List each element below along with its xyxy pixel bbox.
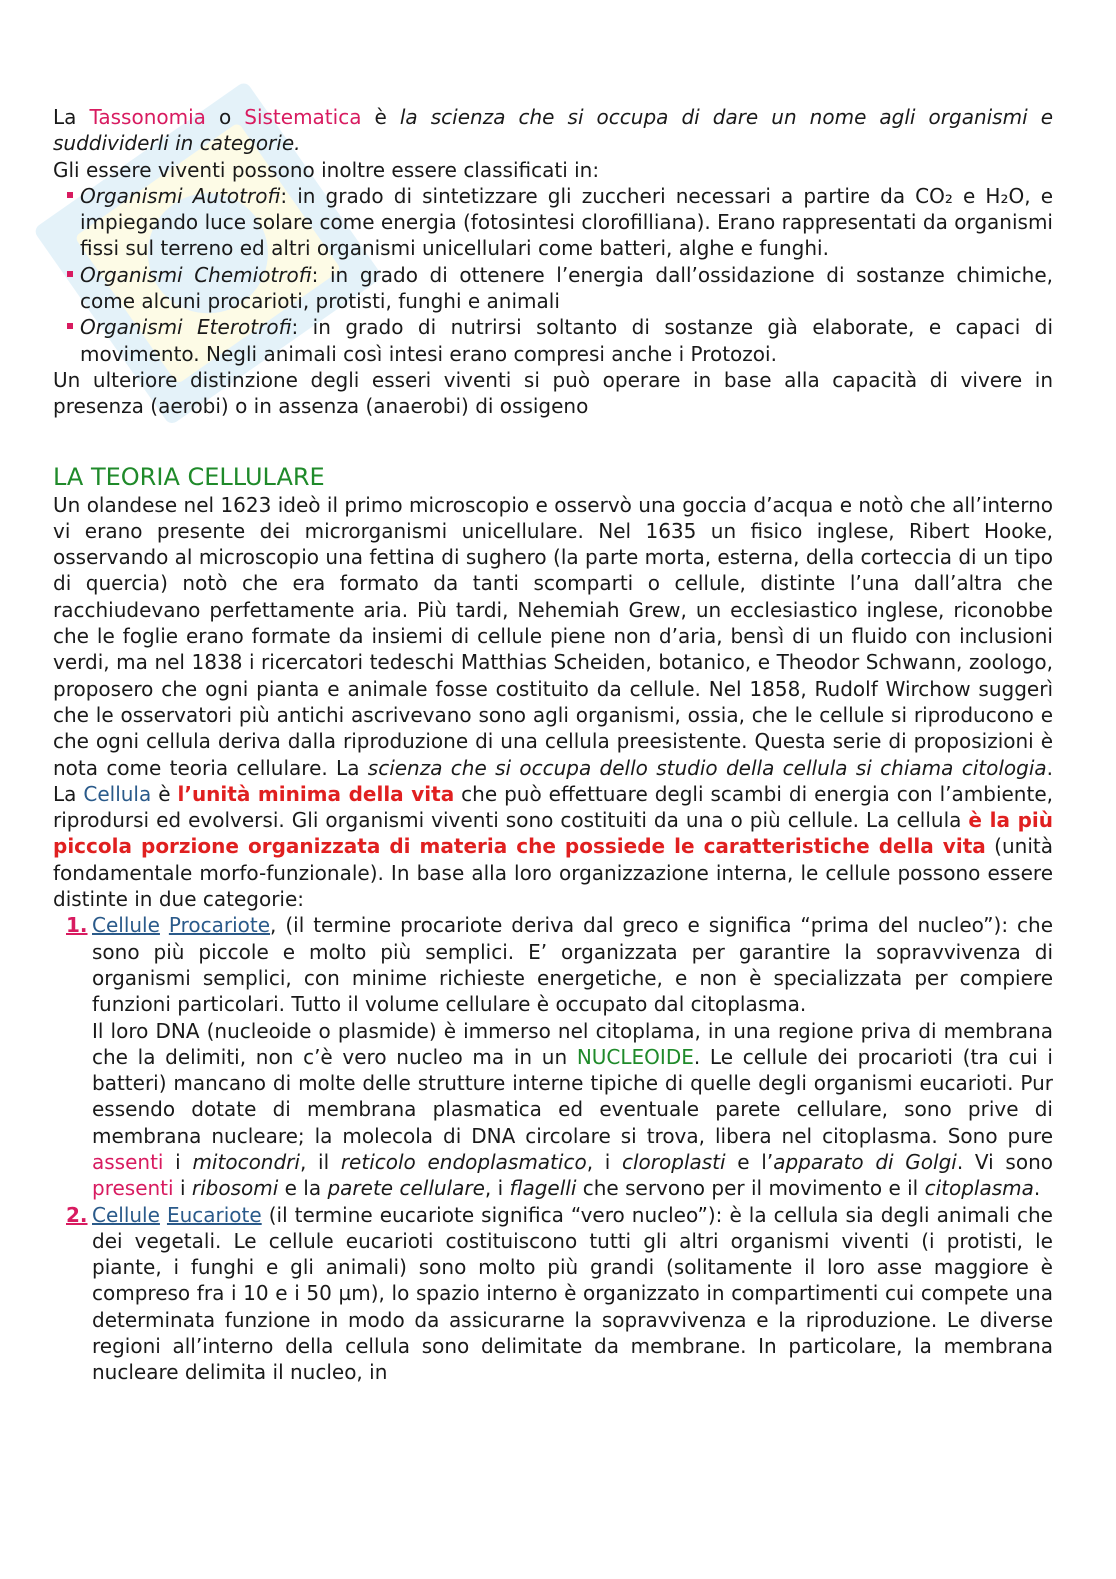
link-eucariote[interactable]: Eucariote — [166, 1202, 262, 1227]
intro-end-paragraph: Un ulteriore distinzione degli esseri viventi si può operare in base alla capacità di vivere in presenza (aerobi) o in assenza (anaerobi) di ossigeno — [53, 367, 1053, 419]
intro-line: Gli essere viventi possono inoltre essere classificati in: — [53, 157, 600, 182]
link-procariote[interactable]: Procariote — [168, 913, 271, 938]
numbered-item-procariote: 1. Cellule Procariote, (il termine procariote deriva dal greco e significa “prima del nucleo”): che sono più piccole e molto più semplici. E’ organizzata per garantire la sopravvivenza di organismi semplici, con minime richieste energetiche, e non è specializzata per compiere funzioni particolari. Tutto il volume cellulare è occupato dal citoplasma. Il loro DNA (nucleoide o plasmide) è immerso nel citoplama, in una regione priva di membrana che la delimiti, non c’è vero nucleo ma in un NUCLEOIDE. Le cellule dei procarioti (tra cui i batteri) mancano di molte delle strutture interne tipiche di quelle degli organismi eucarioti. Pur essendo dotate di membrana plasmatica ed eventuale parete cellulare, sono prive di membrana nucleare; la molecola di DNA circolare si trova, libera nel citoplasma. Sono pure assenti i mitocondri, il reticolo endoplasmatico, i cloroplasti e l’apparato di Golgi. Vi sono presenti i ribosomi e la parete cellulare, i flagelli che servono per il movimento e il citoplasma. — [66, 913, 1053, 1201]
bullet-icon — [67, 323, 73, 329]
term-nucleoide: NUCLEOIDE — [576, 1044, 694, 1069]
intro-paragraph: La Tassonomia o Sistematica è la scienza che si occupa di dare un nome agli organismi e suddividerli in categorie. — [53, 105, 1053, 156]
list-item: Organismi Eterotrofi: in grado di nutrirsi soltanto di sostanze già elaborate, e capaci di movimento. Negli animali così intesi erano compresi anche i Protozoi. — [53, 314, 1053, 367]
link-cellule[interactable]: Cellule — [92, 913, 160, 938]
item-number: 2. — [66, 1202, 88, 1227]
emphasis-piccola: è la più piccola porzione organizzata di materia che possiede le caratteristiche della vita — [53, 808, 1053, 859]
theory-paragraph: Un olandese nel 1623 ideò il primo microscopio e osservò una goccia d’acqua e notò che all’interno vi erano presente dei microrganismi unicellulare. Nel 1635 un fisico inglese, Ribert Hooke, osservando al microscopio una fettina di sughero (la parte morta, esterna, della corteccia di un tipo di quercia) notò che era formato da tanti scomparti o cellule, distinte l’una dall’altra che racchiudevano perfettamente aria. Più tardi, Nehemiah Grew, un ecclesiastico inglese, riconobbe che le foglie erano formate da insiemi di cellule piene non d’aria, bensì di un fluido con inclusioni verdi, ma nel 1838 i ricercatori tedeschi Matthias Scheiden, botanico, e Theodor Schwann, zoologo, proposero che ogni pianta e animale fosse costituito da cellule. Nel 1858, Rudolf Wirchow suggerì che le osservatori più antichi ascrivevano sono agli organismi, ossia, che le cellule si riproducono e che ogni cellula deriva dalla riproduzione di una cellula preesistente. Questa serie di proposizioni è nota come teoria cellulare. La scienza che si occupa dello studio della cellula si chiama citologia. La Cellula è l’unità minima della vita che può effettuare degli scambi di energia con l’ambiente, riprodursi ed evolversi. Gli organismi viventi sono costituiti da una o più cellule. La cellula è la più piccola porzione organizzata di materia che possiede le caratteristiche della vita (unità fondamentale morfo-funzionale). In base alla loro organizzazione interna, le cellule possono essere distinte in due categorie: — [53, 492, 1053, 912]
bullet-icon — [67, 271, 73, 277]
document-page — [53, 104, 1053, 1386]
list-item: Organismi Autotrofi: in grado di sintetizzare gli zuccheri necessari a partire da CO₂ e H₂O, e impiegando luce solare come energia (fotosintesi clorofilliana). Erano rappresentati da organismi fissi sul terreno ed altri organismi unicellulari come batteri, alghe e funghi. — [53, 183, 1053, 262]
term-tassonomia: Tassonomia — [89, 105, 206, 129]
definition-text: la scienza che si occupa di dare un nome agli organismi e suddividerli in categorie. — [53, 105, 1053, 156]
section-heading: LA TEORIA CELLULARE — [53, 462, 325, 491]
numbered-item-eucariote: 2. Cellule Eucariote (il termine eucariote significa “vero nucleo”): è la cellula sia degli animali che dei vegetali. Le cellule eucarioti costituiscono tutti gli altri organismi viventi (i protisti, le piante, i funghi e gli animali) sono molto più grandi (solitamente il loro asse maggiore è compreso fra i 10 e i 50 µm), lo spazio interno è organizzato in compartimenti cui compete una determinata funzione in modo da assicurarne la sopravvivenza e la riproduzione. Le diverse regioni all’interno della cellula sono delimitate da membrane. In particolare, la membrana nucleare delimita il nucleo, in — [66, 1202, 1053, 1385]
term-cellula: Cellula — [83, 781, 152, 806]
bullet-icon — [67, 192, 73, 198]
item-number: 1. — [66, 913, 88, 938]
link-cellule[interactable]: Cellule — [92, 1202, 160, 1227]
list-item: Organismi Chemiotrofi: in grado di ottenere l’energia dall’ossidazione di sostanze chimiche, come alcuni procarioti, protisti, funghi e animali — [53, 262, 1053, 315]
term-sistematica: Sistematica — [244, 105, 362, 129]
emphasis-unita: l’unità minima della vita — [177, 781, 455, 806]
